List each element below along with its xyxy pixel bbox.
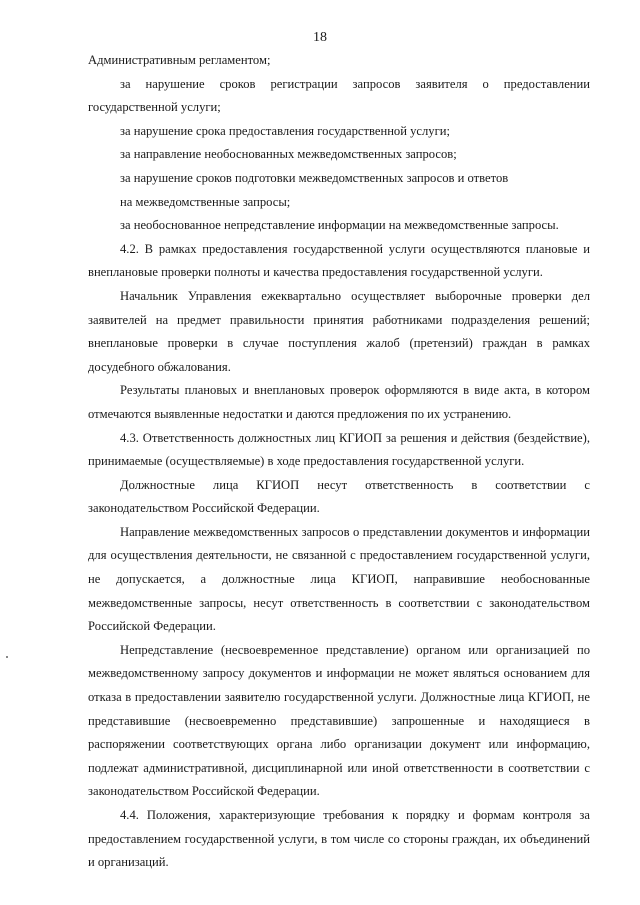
paragraph-section-4-3: 4.3. Ответственность должностных лиц КГИОП за решения и действия (бездействие), принимаемые (осуществляемые) в ходе предоставления государственной услуги.: [88, 430, 590, 469]
paragraph-inspection-results: Результаты плановых и внеплановых проверок оформляются в виде акта, в котором отмечаются выявленные недостатки и даются предложения по их устранению.: [88, 383, 590, 421]
list-item-unfounded-requests: за направление необоснованных межведомственных запросов;: [120, 147, 457, 162]
paragraph-section-4-2: 4.2. В рамках предоставления государственной услуги осуществляются плановые и внеплановые проверки полноты и качества предоставления государственной услуги.: [88, 241, 590, 280]
paragraph-officials-responsibility: Должностные лица КГИОП несут ответственность в соответствии с законодательством Российской Федерации.: [88, 477, 590, 516]
page-number: 18: [313, 30, 327, 45]
list-item-service-deadline: за нарушение срока предоставления государственной услуги;: [120, 123, 450, 138]
list-item-preparation-deadlines-continued: на межведомственные запросы;: [120, 194, 291, 209]
document-body: [88, 49, 590, 875]
scan-speck: [6, 656, 8, 658]
list-item-registration-deadlines: за нарушение сроков регистрации запросов заявителя о предоставлении государственной услуги;: [88, 76, 590, 115]
paragraph-section-4-4: 4.4. Положения, характеризующие требования к порядку и формам контроля за предоставлением государственной услуги, в том числе со стороны граждан, их объединений и организаций.: [88, 808, 590, 870]
paragraph-nonsubmission: Непредставление (несвоевременное представление) органом или организацией по межведомственному запросу документов и информации не может являться основанием для отказа в предоставлении заявителю государственной услуги. Должностные лица КГИОП, не представившие (несвоевременно представившие) запрошенные и находящиеся в распоряжении соответствующих органа либо организации документ или информацию, подлежат административной, дисциплинарной или иной ответственности в соответствии с законодательством Российской Федерации.: [88, 642, 590, 799]
paragraph-regulation-ending: Административным регламентом;: [88, 53, 271, 67]
paragraph-interagency-requests: Направление межведомственных запросов о представлении документов и информации для осуществления деятельности, не связанной с предоставлением государственной услуги, не допускается, а должностные лица КГИОП, направившие необоснованные межведомственные запросы, несут ответственность в соответствии с законодательством Российской Федерации.: [88, 524, 590, 634]
paragraph-head-inspections: Начальник Управления ежеквартально осуществляет выборочные проверки дел заявителей на предмет правильности принятия работниками подразделения решений; внеплановые проверки в случае поступления жалоб (претензий) граждан в рамках досудебного обжалования.: [88, 288, 590, 374]
list-item-nondisclosure: за необоснованное непредставление информации на межведомственные запросы.: [120, 218, 559, 233]
list-item-preparation-deadlines: за нарушение сроков подготовки межведомственных запросов и ответов: [120, 170, 509, 185]
